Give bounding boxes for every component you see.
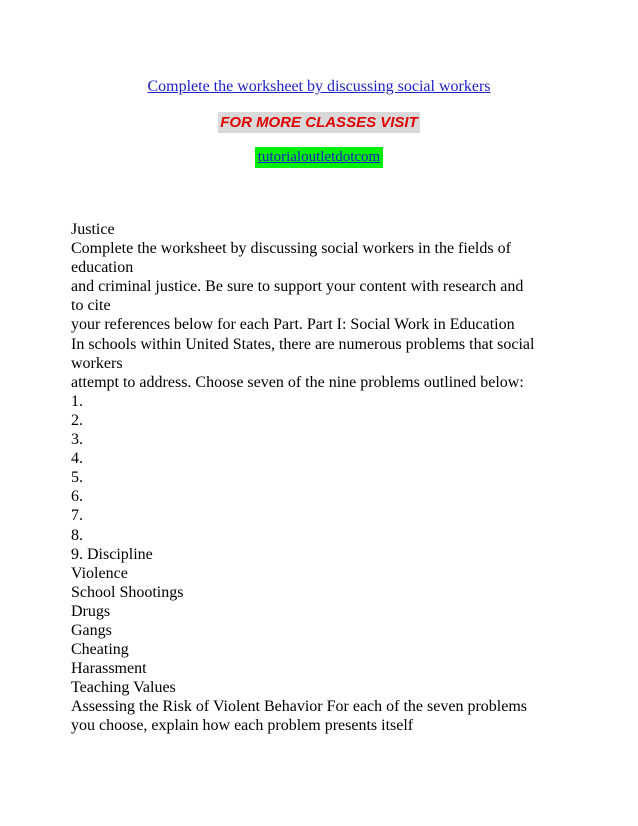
list-number: 4. <box>71 450 83 468</box>
site-container <box>0 147 638 168</box>
list-item: Gangs <box>71 621 112 639</box>
list-number: 3. <box>71 431 83 449</box>
text-line: In schools within United States, there are numerous problems that social <box>71 335 535 353</box>
text-line: your references below for each Part. Part I: Social Work in Education <box>71 316 515 334</box>
list-item: School Shootings <box>71 583 184 601</box>
list-item: Drugs <box>71 602 111 620</box>
list-item: 9. Discipline <box>71 545 153 563</box>
list-number: 5. <box>71 469 83 487</box>
list-number: 6. <box>71 488 83 506</box>
text-line: Complete the worksheet by discussing social workers in the fields of <box>71 240 511 258</box>
text-line: Assessing the Risk of Violent Behavior For each of the seven problems <box>71 698 527 716</box>
list-item: Teaching Values <box>71 679 176 697</box>
text-line: workers <box>71 354 123 372</box>
title-link[interactable]: Complete the worksheet by discussing social workers <box>147 78 491 95</box>
promo-banner: FOR MORE CLASSES VISIT <box>220 114 418 131</box>
body-text <box>71 220 571 736</box>
promo-container <box>0 112 638 133</box>
text-line: to cite <box>71 297 111 315</box>
text-line: attempt to address. Choose seven of the nine problems outlined below: <box>71 373 524 391</box>
list-item: Harassment <box>71 660 147 678</box>
list-item: Violence <box>71 564 128 582</box>
text-line: you choose, explain how each problem presents itself <box>71 717 414 735</box>
list-number: 8. <box>71 526 83 544</box>
list-number: 7. <box>71 507 83 525</box>
text-line: Justice <box>71 221 115 238</box>
list-number: 2. <box>71 411 83 429</box>
list-item: Cheating <box>71 641 129 659</box>
text-line: education <box>71 259 134 277</box>
site-link[interactable]: tutorialoutletdotcom <box>255 147 383 168</box>
text-line: and criminal justice. Be sure to support your content with research and <box>71 278 524 296</box>
list-number: 1. <box>71 392 83 410</box>
